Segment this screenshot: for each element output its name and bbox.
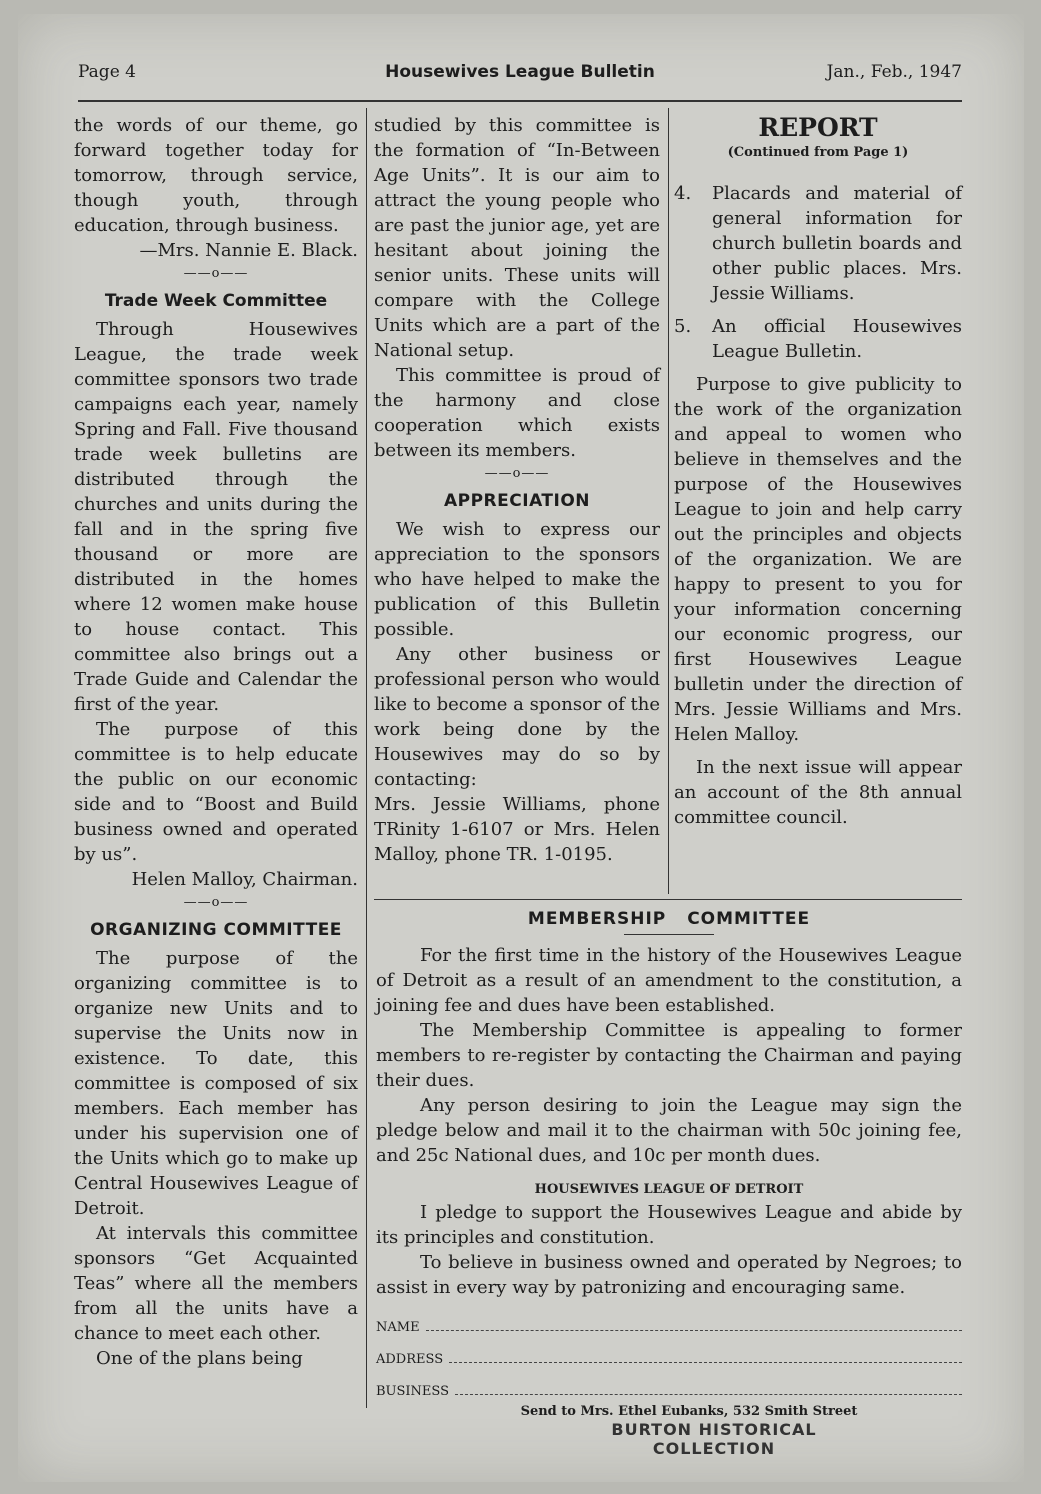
column-1 xyxy=(74,113,358,1371)
column-rule xyxy=(668,108,669,894)
report-subtitle: (Continued from Page 1) xyxy=(727,145,909,160)
trade-week-paragraph: Through Housewives League, the trade week committee sponsors two trade campaigns each year, namely Spring and Fall. Five thousand trade week bulletins are distributed through the churches and units during the fall and in the spring five thousand or more are distributed in the homes where 12 women make house to house contact. This committee also brings out a Trade Guide and Calendar the first of the year. xyxy=(74,319,358,715)
send-to-text: Send to Mrs. Ethel Eubanks, 532 Smith Street xyxy=(520,1404,858,1419)
membership-heading: MEMBERSHIP COMMITTEE xyxy=(527,909,811,929)
header-rule xyxy=(78,100,962,102)
name-field[interactable]: NAME xyxy=(376,1318,962,1338)
publication-title: Housewives League Bulletin xyxy=(385,62,655,82)
trade-week-purpose: The purpose of this committee is to help educate the public on our economic side and to “Boost and Build business owned and operated by us”. xyxy=(74,719,358,865)
list-item: 4. Placards and material of general information for church bulletin boards and other public places. Mrs. Jessie Williams. xyxy=(674,183,962,304)
column-3 xyxy=(674,113,962,830)
in-between-units-text: studied by this committee is the formation of “In-Between Age Units”. It is our aim to attract the young people who are past the junior age, yet are hesitant about joining the senior units. These units will compare with the College Units which are a part of the National setup. xyxy=(374,115,660,361)
organizing-plans: One of the plans being xyxy=(96,1348,303,1369)
column-rule xyxy=(366,108,367,1408)
membership-p2: The Membership Committee is appealing to former members to re-register by contacting the Chairman and paying their dues. xyxy=(376,1020,962,1091)
trade-week-signature: Helen Malloy, Chairman. xyxy=(131,869,358,890)
organizing-heading: ORGANIZING COMMITTEE xyxy=(90,920,342,940)
appreciation-text: We wish to express our appreciation to the sponsors who have helped to make the publication of this Bulletin possible. xyxy=(374,519,660,640)
membership-p1: For the first time in the history of the Housewives League of Detroit as a result of an amendment to the constitution, a joining fee and dues have been established. xyxy=(376,945,962,1016)
address-field[interactable]: ADDRESS xyxy=(376,1350,962,1370)
report-purpose: Purpose to give publicity to the work of the organization and appeal to women who believe in themselves and the purpose of the Housewives League to join and help carry out the principles and objects of the organization. We are happy to present to you for your information concerning our economic progress, our first Housewives League bulletin under the direction of Mrs. Jessie Williams and Mrs. Helen Malloy. xyxy=(674,374,962,745)
contact-text: Mrs. Jessie Williams, phone TRinity 1-6107 or Mrs. Helen Malloy, phone TR. 1-0195. xyxy=(374,794,660,865)
membership-section xyxy=(376,904,962,1419)
business-field[interactable]: BUSINESS xyxy=(376,1382,962,1402)
heading-underline xyxy=(624,934,714,935)
harmony-text: This committee is proud of the harmony and close cooperation which exists between its members. xyxy=(374,365,660,461)
pledge-text: I pledge to support the Housewives League and abide by its principles and constitution. xyxy=(376,1202,962,1248)
section-divider: ——o—— xyxy=(183,266,249,281)
organizing-teas: At intervals this committee sponsors “Get Acquainted Teas” where all the members from all the units have a chance to meet each other. xyxy=(74,1223,358,1344)
report-next-issue: In the next issue will appear an account of the 8th annual committee council. xyxy=(674,757,962,828)
appreciation-heading: APPRECIATION xyxy=(443,491,591,511)
section-divider: ——o—— xyxy=(183,895,249,910)
list-item: 5. An official Housewives League Bulletin. xyxy=(674,316,962,362)
membership-p3: Any person desiring to join the League may sign the pledge below and mail it to the chairman with 50c joining fee, and 25c National dues, and 10c per month dues. xyxy=(376,1095,962,1166)
pledge-heading: HOUSEWIVES LEAGUE OF DETROIT xyxy=(534,1182,804,1197)
section-rule xyxy=(374,899,962,900)
page-number: Page 4 xyxy=(78,62,136,82)
issue-date: Jan., Feb., 1947 xyxy=(826,62,962,82)
column-2 xyxy=(374,113,660,867)
intro-text: the words of our theme, go forward together today for tomorrow, through service, though youth, through education, through business. xyxy=(74,115,358,236)
pledge-text: To believe in business owned and operated by Negroes; to assist in every way by patronizing and encouraging same. xyxy=(376,1252,962,1298)
report-heading: REPORT xyxy=(758,113,878,142)
archive-stamp: BURTON HISTORICAL COLLECTION xyxy=(611,1420,817,1458)
trade-week-heading: Trade Week Committee xyxy=(104,291,328,311)
organizing-paragraph: The purpose of the organizing committee is to organize new Units and to supervise the Units now in existence. To date, this committee is composed of six members. Each member has under his supervision one of the Units which go to make up Central Housewives League of Detroit. xyxy=(74,948,358,1219)
section-divider: ——o—— xyxy=(484,466,550,481)
sponsor-text: Any other business or professional person who would like to become a sponsor of the work being done by the Housewives may do so by contacting: xyxy=(374,644,660,790)
page-header xyxy=(78,62,962,92)
intro-signature: —Mrs. Nannie E. Black. xyxy=(139,240,358,261)
